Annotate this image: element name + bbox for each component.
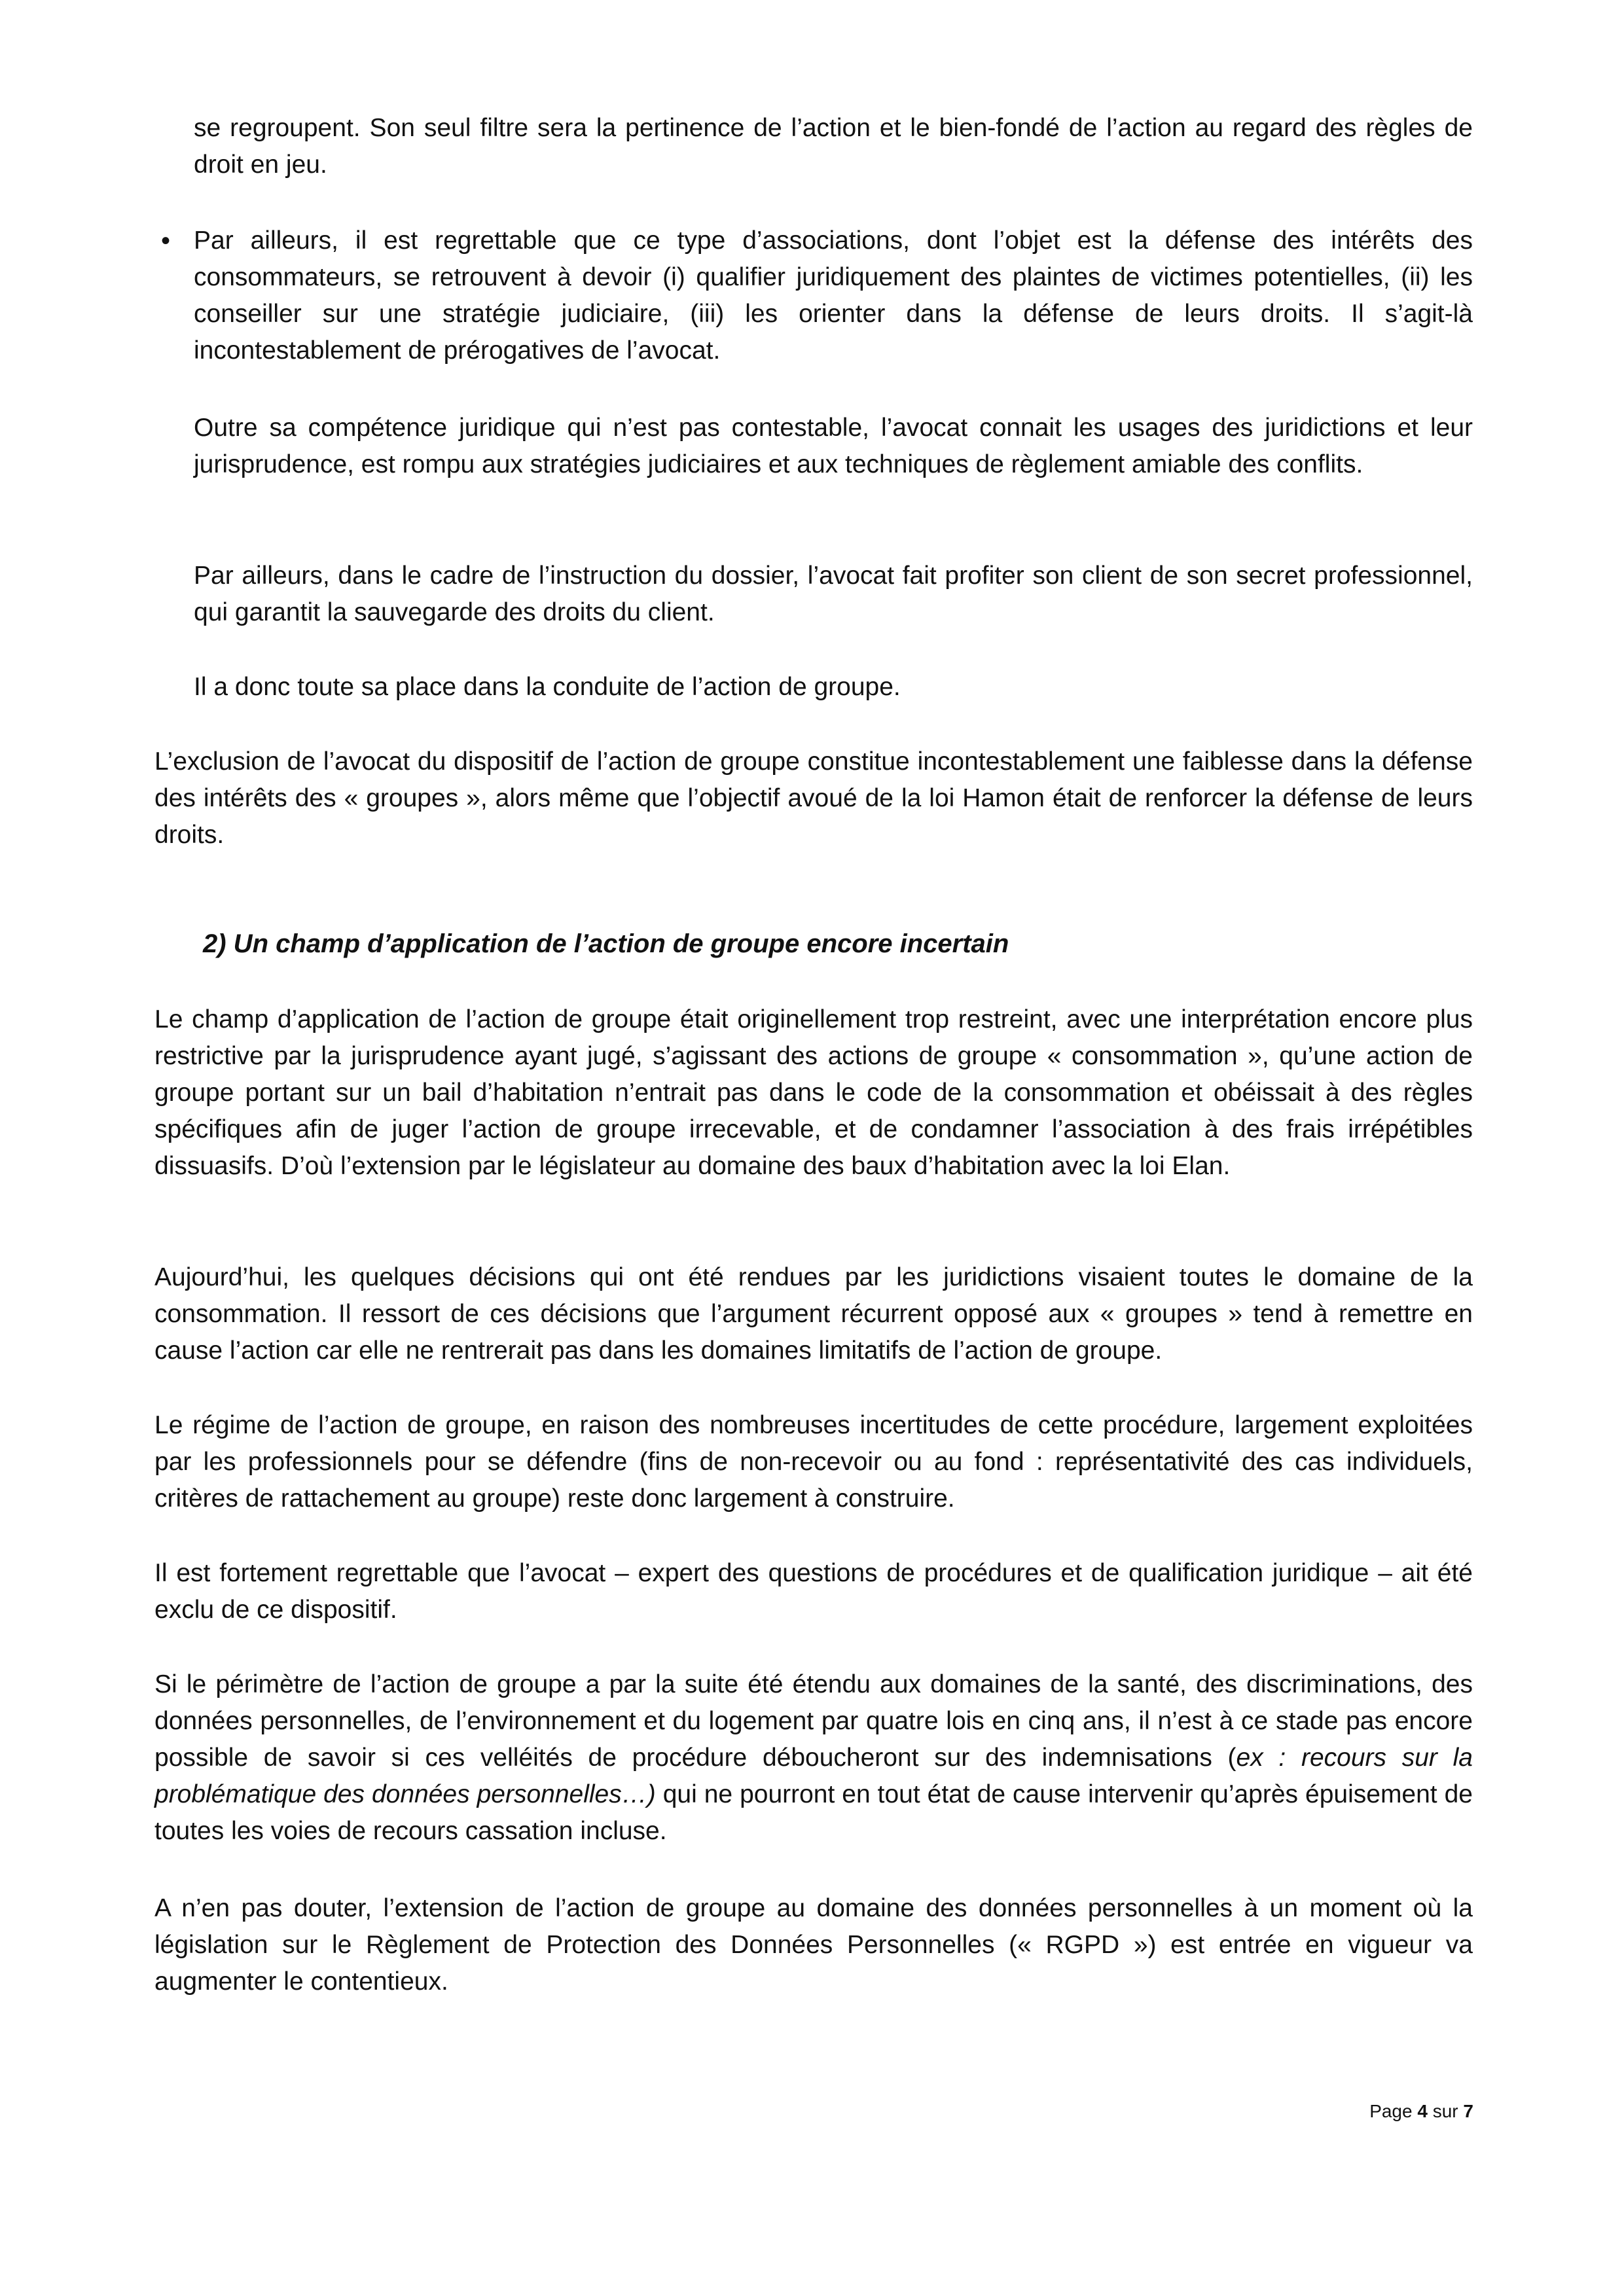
- paragraph-professional-secret: Par ailleurs, dans le cadre de l’instruction du dossier, l’avocat fait profiter son client de son secret professionnel, qui garantit la sauvegarde des droits du client.: [194, 562, 1473, 626]
- paragraph-perimeter-tail: qui ne pourront en tout état de cause intervenir qu’après épuisement de toutes les voies de recours cassation incluse.: [154, 1780, 1473, 1845]
- paragraph-continued: se regroupent. Son seul filtre sera la pertinence de l’action et le bien-fondé de l’action au regard des règles de droit en jeu.: [194, 114, 1473, 179]
- bullet-icon: •: [161, 226, 171, 255]
- paragraph-exclusion: L’exclusion de l’avocat du dispositif de l’action de groupe constitue incontestablement une faiblesse dans la défense des intérêts des « groupes », alors même que l’objectif avoué de la loi Hamon était de renforcer la défense de leurs droits.: [154, 747, 1473, 849]
- paragraph-lawyer-place: Il a donc toute sa place dans la conduite de l’action de groupe.: [194, 673, 901, 701]
- paragraph-lawyer-competence: Outre sa compétence juridique qui n’est pas contestable, l’avocat connait les usages des juridictions et leur jurisprudence, est rompu aux stratégies judiciaires et aux techniques de règlement amiable des conflits.: [194, 414, 1473, 478]
- sur-word: sur: [1432, 2101, 1458, 2121]
- paragraph-scope: Le champ d’application de l’action de groupe était originellement trop restreint, avec une interprétation encore plus restrictive par la jurisprudence ayant jugé, s’agissant des actions de groupe « consommation », qu’une action de groupe portant sur un bail d’habitation n’entrait pas dans le code de la consommation et obéissait à des règles spécifiques afin de juger l’action de groupe irrecevable, et de condamner l’association à des frais irrépétibles dissuasifs. D’où l’extension par le législateur au domaine des baux d’habitation avec la loi Elan.: [154, 1005, 1473, 1180]
- bullet-paragraph: Par ailleurs, il est regrettable que ce type d’associations, dont l’objet est la défense des intérêts des consommateurs, se retrouvent à devoir (i) qualifier juridiquement des plaintes de victimes potentielles, (ii) les conseiller sur une stratégie judiciaire, (iii) les orienter dans la défense de leurs droits. Il s’agit-là incontestablement de prérogatives de l’avocat.: [194, 226, 1473, 365]
- page-word: Page: [1369, 2101, 1413, 2121]
- page-current: 4: [1417, 2101, 1428, 2121]
- paragraph-perimeter-example: ex : recours sur la problématique des données personnelles…): [154, 1744, 1473, 1808]
- paragraph-perimeter-text: Si le périmètre de l’action de groupe a par la suite été étendu aux domaines de la santé, des discriminations, des données personnelles, de l’environnement et du logement par quatre lois en cinq ans, il n’est à ce stade pas encore possible de savoir si ces velléités de procédure déboucheront sur des indemnisations (: [154, 1670, 1473, 1772]
- paragraph-decisions: Aujourd’hui, les quelques décisions qui ont été rendues par les juridictions visaient toutes le domaine de la consommation. Il ressort de ces décisions que l’argument récurrent opposé aux « groupes » tend à remettre en cause l’action car elle ne rentrerait pas dans les domaines limitatifs de l’action de groupe.: [154, 1263, 1473, 1365]
- page-total: 7: [1463, 2101, 1473, 2121]
- paragraph-regime: Le régime de l’action de groupe, en raison des nombreuses incertitudes de cette procédure, largement exploitées par les professionnels pour se défendre (fins de non-recevoir ou au fond : représentativité des cas individuels, critères de rattachement au groupe) reste donc largement à construire.: [154, 1411, 1473, 1513]
- section-heading: 2) Un champ d’application de l’action de groupe encore incertain: [203, 929, 1009, 958]
- paragraph-rgpd: A n’en pas douter, l’extension de l’action de groupe au domaine des données personnelles à un moment où la législation sur le Règlement de Protection des Données Personnelles (« RGPD ») est entrée en vigueur va augmenter le contentieux.: [154, 1894, 1473, 1996]
- paragraph-regret: Il est fortement regrettable que l’avocat – expert des questions de procédures et de qualification juridique – ait été exclu de ce dispositif.: [154, 1559, 1473, 1624]
- paragraph-perimeter: [154, 1666, 1473, 1850]
- page-number: [1369, 2100, 1473, 2123]
